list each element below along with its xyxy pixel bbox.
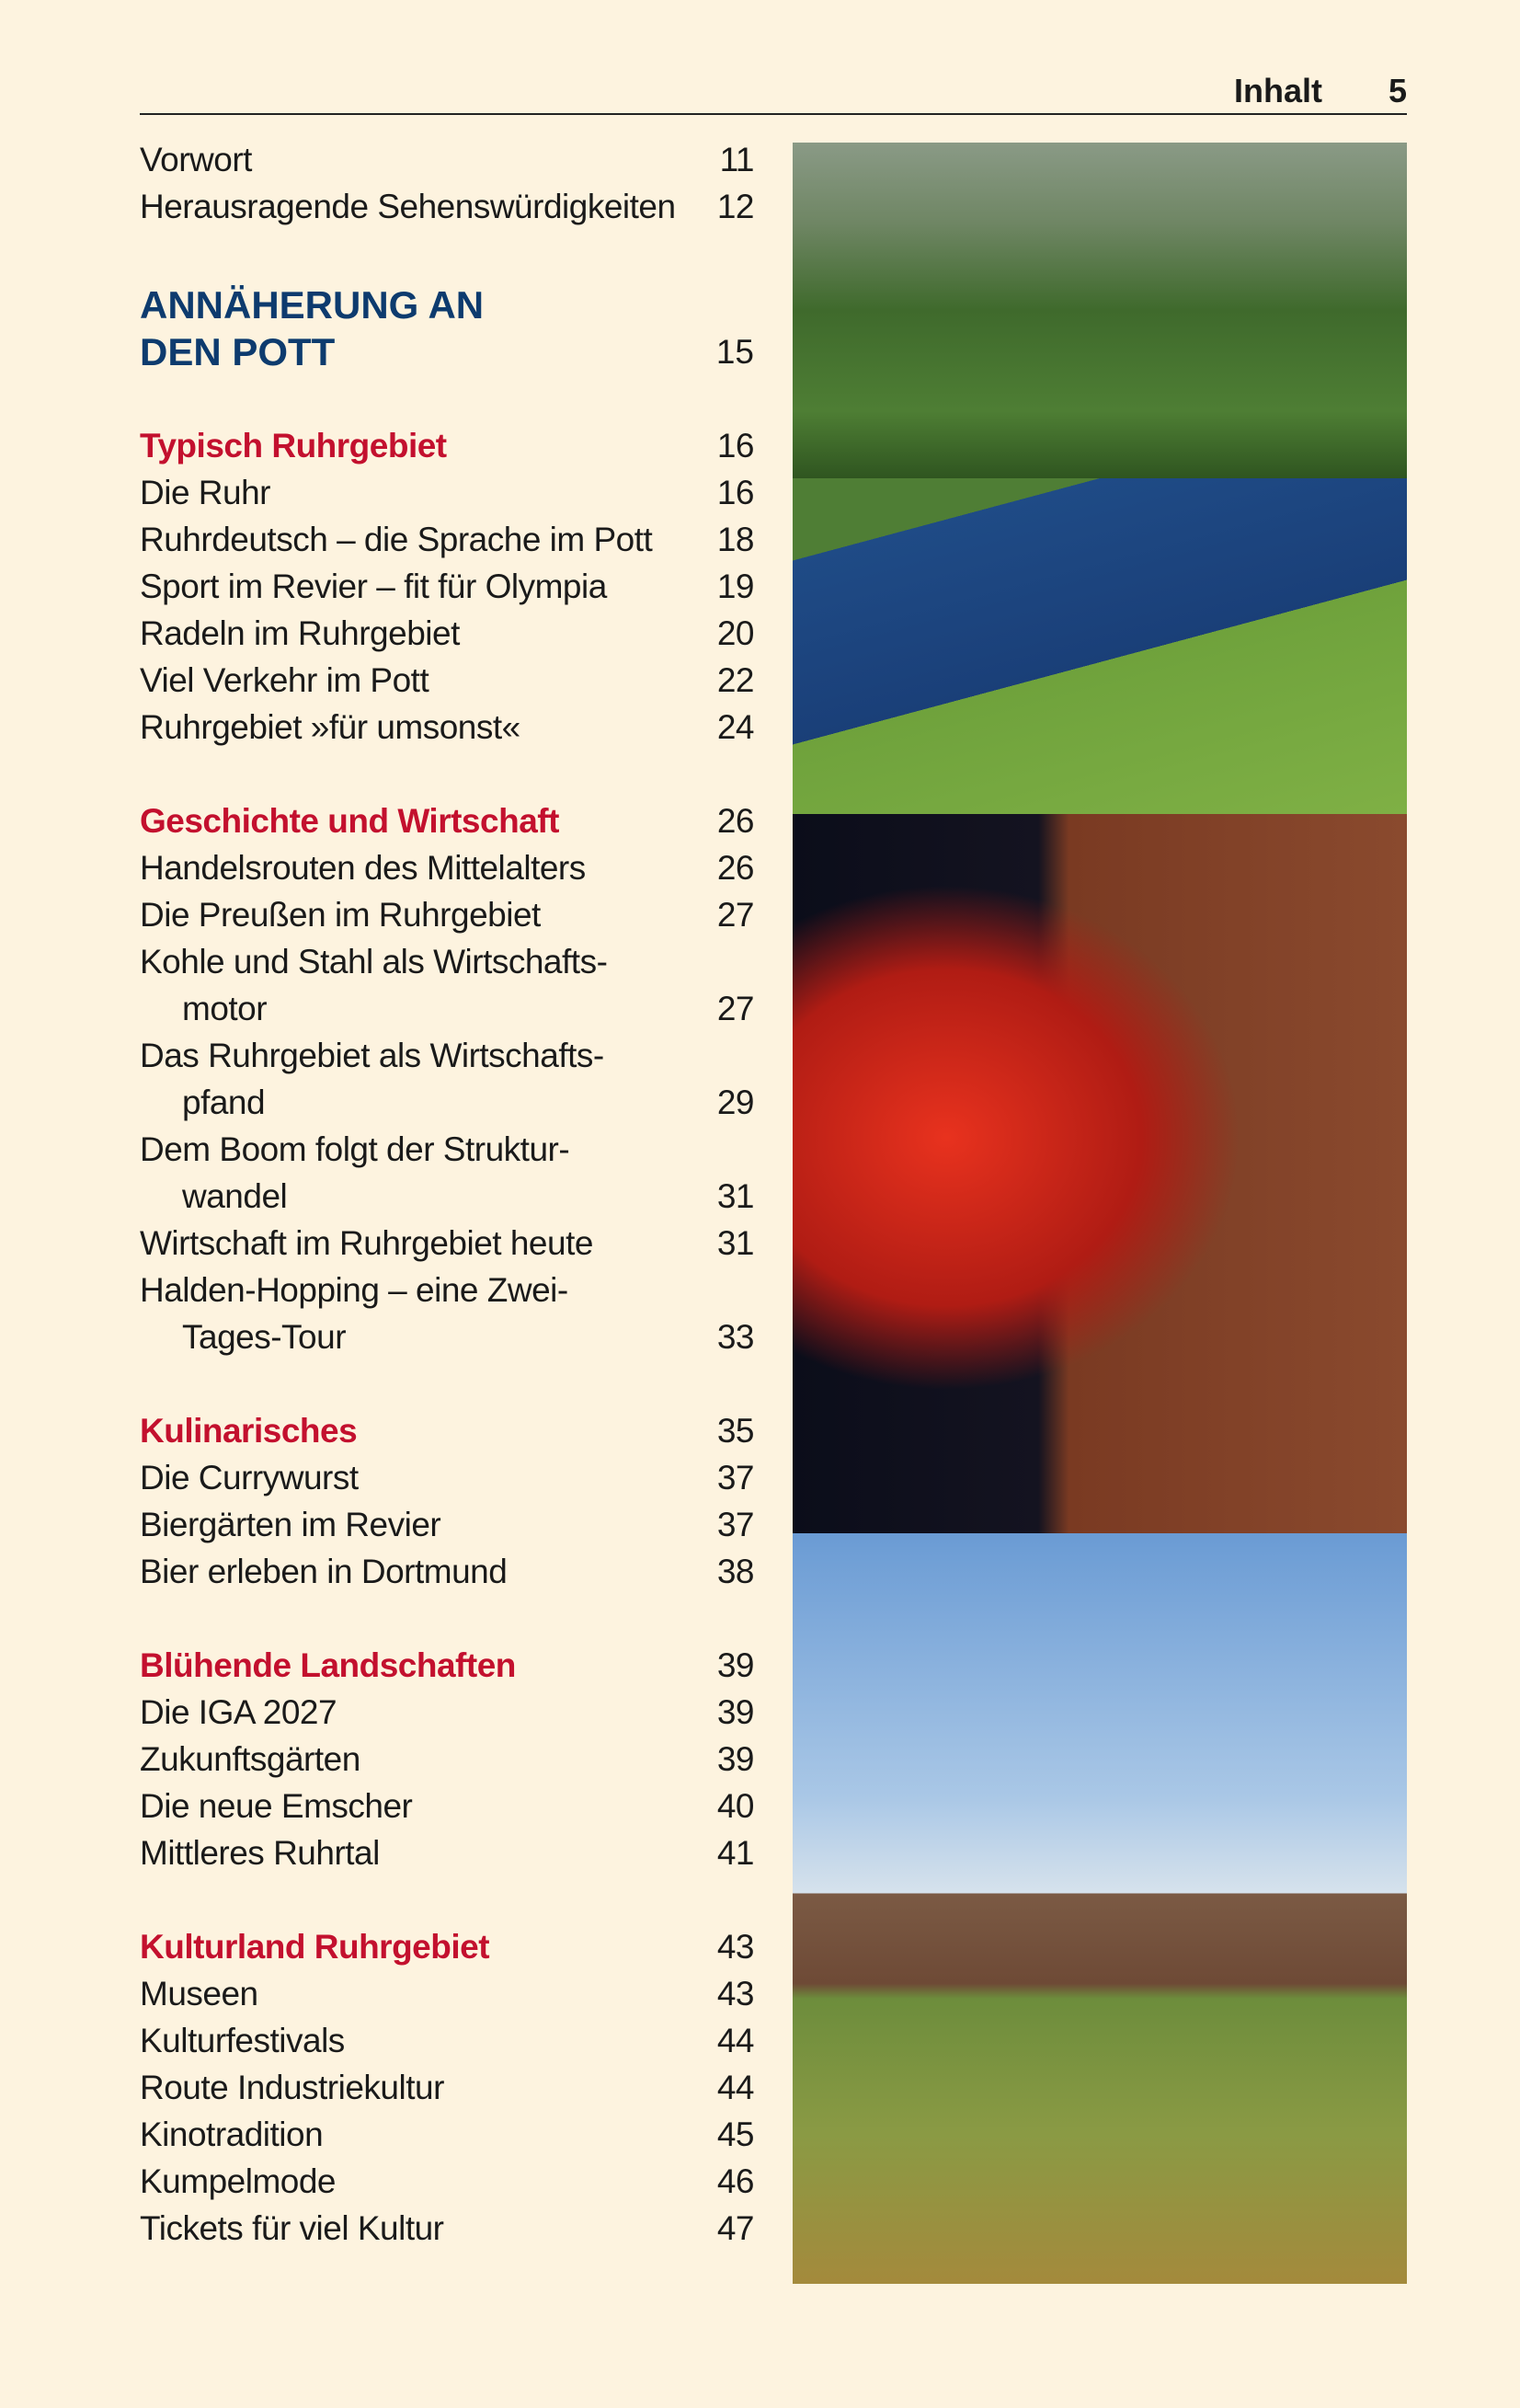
section-heading[interactable] <box>140 422 754 469</box>
toc-title: wandel <box>182 1177 288 1215</box>
toc-page-number: 44 <box>716 2069 754 2106</box>
toc-entry[interactable] <box>140 704 754 751</box>
toc-title: Kulturfestivals <box>140 2022 345 2059</box>
header-section: Inhalt <box>1233 72 1322 109</box>
toc-title: Route Industriekultur <box>140 2069 444 2106</box>
toc-page-number: 39 <box>716 1740 754 1778</box>
toc-entry[interactable] <box>140 657 754 704</box>
toc-entry[interactable] <box>140 1689 754 1736</box>
toc-page-number: 26 <box>716 802 754 840</box>
toc-entry[interactable] <box>140 1783 754 1829</box>
toc-page-number: 39 <box>716 1693 754 1731</box>
toc-page-number: 18 <box>716 521 754 558</box>
toc-title: Ruhrdeutsch – die Sprache im Pott <box>140 521 653 558</box>
toc-page-number: 47 <box>716 2209 754 2247</box>
toc-page-number: 43 <box>716 1975 754 2012</box>
toc-title: Viel Verkehr im Pott <box>140 661 429 699</box>
toc-title: Halden-Hopping – eine Zwei- <box>140 1271 568 1309</box>
toc-title: Kulturland Ruhrgebiet <box>140 1928 490 1966</box>
toc-title: Vorwort <box>140 141 252 178</box>
toc-entry[interactable] <box>140 183 754 230</box>
toc-title: Das Ruhrgebiet als Wirtschafts- <box>140 1037 604 1074</box>
toc-entry-continuation[interactable] <box>140 1173 754 1220</box>
spacer <box>140 1360 754 1407</box>
chapter-heading[interactable] <box>140 328 754 375</box>
toc-page-number: 15 <box>715 333 754 371</box>
toc-title: Handelsrouten des Mittelalters <box>140 849 586 887</box>
toc-entry[interactable] <box>140 2111 754 2158</box>
section-heading[interactable] <box>140 1923 754 1970</box>
toc-title: Die IGA 2027 <box>140 1693 337 1731</box>
toc-title: pfand <box>182 1084 266 1121</box>
toc-title: Museen <box>140 1975 258 2012</box>
toc-entry[interactable] <box>140 1454 754 1501</box>
illuminated-headframe-photo <box>793 814 1407 1533</box>
toc-title: Zukunftsgärten <box>140 1740 360 1778</box>
toc-page-number: 12 <box>716 188 754 225</box>
toc-entry[interactable] <box>140 1267 754 1313</box>
toc-entry[interactable] <box>140 136 754 183</box>
toc-entry[interactable] <box>140 938 754 985</box>
toc-entry[interactable] <box>140 1548 754 1595</box>
toc-page-number: 45 <box>716 2116 754 2153</box>
toc-page-number: 29 <box>716 1084 754 1121</box>
section-heading[interactable] <box>140 797 754 844</box>
toc-entry[interactable] <box>140 469 754 516</box>
header-page-number: 5 <box>1388 72 1407 109</box>
toc-entry[interactable] <box>140 516 754 563</box>
toc-page-number: 31 <box>716 1224 754 1262</box>
toc-entry[interactable] <box>140 1970 754 2017</box>
toc-title: Die neue Emscher <box>140 1787 413 1825</box>
toc-title: Mittleres Ruhrtal <box>140 1834 380 1872</box>
toc-title: Ruhrgebiet »für umsonst« <box>140 708 520 746</box>
toc-entry[interactable] <box>140 1126 754 1173</box>
toc-title: Tickets für viel Kultur <box>140 2209 444 2247</box>
toc-page-number: 31 <box>716 1177 754 1215</box>
aerial-ruhr-lake-photo <box>793 143 1407 814</box>
toc-entry[interactable] <box>140 844 754 891</box>
toc-entry[interactable] <box>140 1501 754 1548</box>
toc-page-number: 39 <box>716 1646 754 1684</box>
toc-title: motor <box>182 990 268 1027</box>
toc-title: Herausragende Sehenswürdigkeiten <box>140 188 676 225</box>
toc-page-number: 37 <box>716 1459 754 1496</box>
toc-title: Sport im Revier – fit für Olympia <box>140 568 607 605</box>
toc-page-number: 33 <box>716 1318 754 1356</box>
toc-entry[interactable] <box>140 2158 754 2205</box>
spacer <box>140 230 754 281</box>
toc-page-number: 27 <box>716 896 754 934</box>
toc-title: Geschichte und Wirtschaft <box>140 802 559 840</box>
toc-page-number: 38 <box>716 1553 754 1590</box>
toc-title: Die Preußen im Ruhrgebiet <box>140 896 541 934</box>
photo-column <box>793 143 1407 2284</box>
toc-entry[interactable] <box>140 610 754 657</box>
toc-title: Radeln im Ruhrgebiet <box>140 614 460 652</box>
header-rule <box>140 113 1407 115</box>
toc-entry[interactable] <box>140 2017 754 2064</box>
toc-page-number: 41 <box>716 1834 754 1872</box>
toc-title: Bier erleben in Dortmund <box>140 1553 508 1590</box>
toc-page-number: 44 <box>716 2022 754 2059</box>
toc-page-number: 37 <box>716 1506 754 1543</box>
toc-page-number: 24 <box>716 708 754 746</box>
toc-page-number: 46 <box>716 2162 754 2200</box>
toc-page-number: 27 <box>716 990 754 1027</box>
spacer <box>140 375 754 422</box>
section-heading[interactable] <box>140 1642 754 1689</box>
toc-page-number: 43 <box>716 1928 754 1966</box>
toc-title: Tages-Tour <box>182 1318 347 1356</box>
chapter-heading[interactable] <box>140 281 754 328</box>
toc-title: Dem Boom folgt der Struktur- <box>140 1130 570 1168</box>
toc-title: Die Ruhr <box>140 474 270 511</box>
toc-page-number: 22 <box>716 661 754 699</box>
toc-entry[interactable] <box>140 563 754 610</box>
toc-title: Biergärten im Revier <box>140 1506 441 1543</box>
toc-title: Kulinarisches <box>140 1412 358 1450</box>
toc-entry[interactable] <box>140 1736 754 1783</box>
toc-page-number: 19 <box>716 568 754 605</box>
toc-title: Blühende Landschaften <box>140 1646 516 1684</box>
toc-entry-continuation[interactable] <box>140 985 754 1032</box>
toc-title: Die Currywurst <box>140 1459 359 1496</box>
toc-page-number: 16 <box>716 427 754 464</box>
table-of-contents <box>140 136 754 2252</box>
toc-title: Kohle und Stahl als Wirtschafts- <box>140 943 608 980</box>
toc-title: Typisch Ruhrgebiet <box>140 427 447 464</box>
spacer <box>140 751 754 797</box>
toc-title: ANNÄHERUNG AN <box>140 283 485 327</box>
running-header <box>1234 72 1407 110</box>
toc-page-number: 16 <box>716 474 754 511</box>
toc-entry[interactable] <box>140 1220 754 1267</box>
toc-entry[interactable] <box>140 1829 754 1876</box>
toc-title: Kumpelmode <box>140 2162 337 2200</box>
spacer <box>140 1595 754 1642</box>
toc-entry[interactable] <box>140 2205 754 2252</box>
toc-title: DEN POTT <box>140 330 336 373</box>
toc-title: Kinotradition <box>140 2116 324 2153</box>
spacer <box>140 1876 754 1923</box>
toc-page-number: 11 <box>719 141 754 178</box>
toc-page-number: 35 <box>716 1412 754 1450</box>
toc-entry[interactable] <box>140 891 754 938</box>
section-heading[interactable] <box>140 1407 754 1454</box>
toc-title: Wirtschaft im Ruhrgebiet heute <box>140 1224 593 1262</box>
toc-page-number: 40 <box>716 1787 754 1825</box>
toc-page-number: 20 <box>716 614 754 652</box>
blast-furnace-landscape-photo <box>793 1533 1407 2284</box>
toc-entry[interactable] <box>140 2064 754 2111</box>
toc-entry-continuation[interactable] <box>140 1313 754 1360</box>
toc-entry-continuation[interactable] <box>140 1079 754 1126</box>
toc-page-number: 26 <box>716 849 754 887</box>
toc-entry[interactable] <box>140 1032 754 1079</box>
